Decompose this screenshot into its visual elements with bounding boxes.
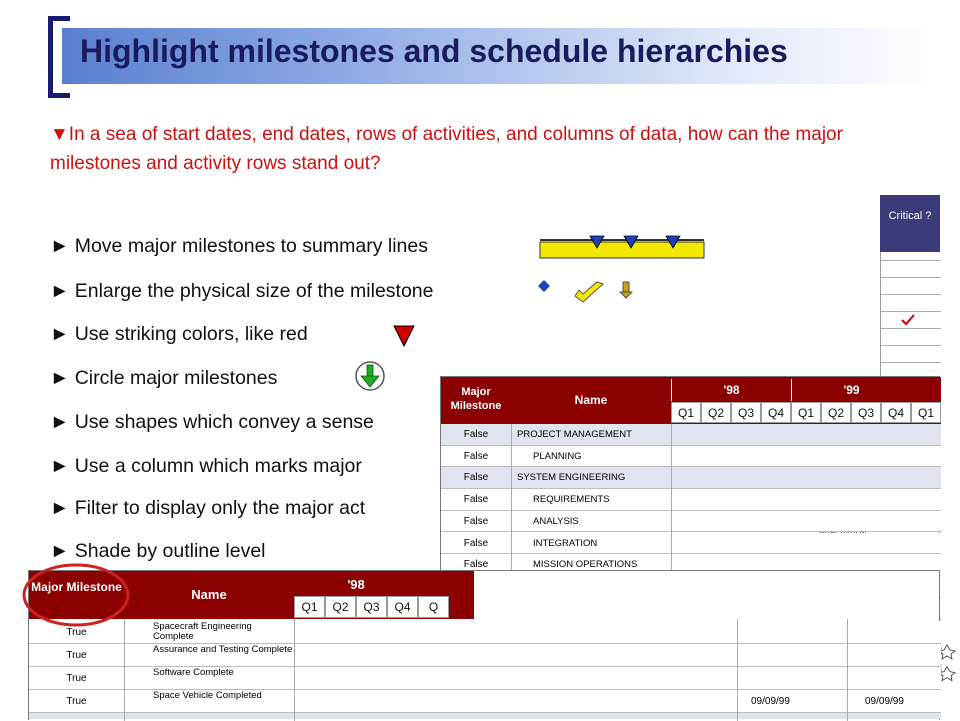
bullet-1: ► Move major milestones to summary lines: [50, 235, 428, 257]
task-name-cell: PROJECT MANAGEMENT: [517, 429, 632, 440]
gantt-large-quarter: Q1: [671, 402, 701, 423]
date-cell: 09/09/99: [865, 696, 904, 707]
task-name-cell: ANALYSIS: [533, 515, 579, 527]
major-flag-cell: True: [66, 673, 87, 684]
task-name-cell: Space Vehicle Completed: [153, 690, 262, 701]
page-title: Highlight milestones and schedule hierarchies: [80, 33, 788, 69]
task-name-cell: SYSTEM ENGINEERING: [517, 472, 626, 484]
bullet-4: ► Circle major milestones: [50, 367, 278, 389]
gantt-small-quarter: Q3: [356, 596, 387, 618]
gantt-small-quarter: Q: [418, 596, 449, 618]
bullet-7: ► Filter to display only the major act: [50, 497, 366, 519]
gantt-large-year: '98: [671, 379, 791, 401]
gantt-large-quarter: Q3: [731, 402, 761, 423]
gantt-small-name-header: Name: [124, 571, 294, 619]
bullet-6: ► Use a column which marks major: [50, 455, 362, 477]
check-icon: [901, 314, 915, 326]
critical-column-header: Critical ?: [880, 195, 940, 252]
bullet-5: ► Use shapes which convey a sense: [50, 411, 374, 433]
major-flag-cell: False: [463, 494, 489, 506]
task-name-cell: REQUIREMENTS: [533, 494, 610, 506]
date-cell: 09/09/99: [751, 696, 790, 707]
gantt-small-quarter: Q1: [294, 596, 325, 618]
table-row: [441, 511, 941, 533]
task-name-cell: INTEGRATION: [533, 537, 598, 549]
gantt-large-major-header: Major Milestone: [441, 377, 511, 424]
gantt-large-quarter: Q2: [821, 402, 851, 423]
gantt-large-name-header: Name: [511, 377, 671, 424]
gantt-large-quarter: Q1: [911, 402, 941, 423]
gantt-small-quarter: Q4: [387, 596, 418, 618]
star-milestone-icon: [939, 667, 955, 681]
table-row: [441, 467, 941, 489]
highlight-circle: [20, 562, 135, 630]
gantt-large-quarter: Q3: [851, 402, 881, 423]
bullet-2: ► Enlarge the physical size of the milestone: [50, 280, 434, 302]
red-triangle-icon: [392, 324, 416, 348]
gantt-large-quarter: Q2: [701, 402, 731, 423]
major-flag-cell: True: [66, 627, 87, 638]
gantt-large-quarter: Q4: [761, 402, 791, 423]
major-flag-cell: False: [463, 559, 489, 571]
intro-text: ▼In a sea of start dates, end dates, rows of activities, and columns of data, how can the major milestones and activity rows stand out?: [50, 124, 843, 174]
gantt-small-major-header: Major Milestone: [29, 571, 124, 619]
column-divider: [294, 619, 295, 721]
gantt-small-year: '98: [294, 573, 418, 595]
column-divider: [124, 619, 125, 721]
task-name-cell: Assurance and Testing Complete: [153, 644, 293, 655]
task-name-cell: PLANNING: [533, 450, 582, 462]
major-flag-cell: False: [463, 537, 489, 549]
table-row: [441, 533, 941, 555]
task-name-cell: MISSION OPERATIONS: [533, 559, 638, 571]
gantt-large-quarter: Q1: [791, 402, 821, 423]
gantt-small-quarter: Q2: [325, 596, 356, 618]
enlarged-milestones-icon: [535, 278, 640, 306]
table-row: [441, 446, 941, 468]
task-name-cell: Software Complete: [153, 667, 234, 678]
summary-line-milestones-icon: [530, 228, 710, 264]
major-flag-cell: True: [66, 650, 87, 661]
major-flag-cell: False: [463, 515, 489, 527]
task-name-cell: Spacecraft Engineering Complete: [153, 621, 252, 642]
major-flag-cell: True: [66, 696, 87, 707]
column-divider: [737, 619, 738, 721]
table-row: [441, 489, 941, 511]
major-flag-cell: False: [463, 429, 489, 440]
column-divider: [847, 619, 848, 721]
star-milestone-icon: [939, 645, 955, 659]
table-row: [441, 424, 941, 446]
gantt-large-quarter: Q4: [881, 402, 911, 423]
major-flag-cell: False: [463, 472, 489, 484]
gantt-small: [28, 570, 940, 720]
circled-milestone-icon: [354, 360, 386, 392]
gantt-large-year: '99: [791, 379, 911, 401]
bullet-8: ► Shade by outline level: [50, 540, 266, 562]
table-row: [29, 713, 941, 719]
bullet-3: ► Use striking colors, like red: [50, 323, 308, 345]
major-flag-cell: False: [463, 450, 489, 462]
